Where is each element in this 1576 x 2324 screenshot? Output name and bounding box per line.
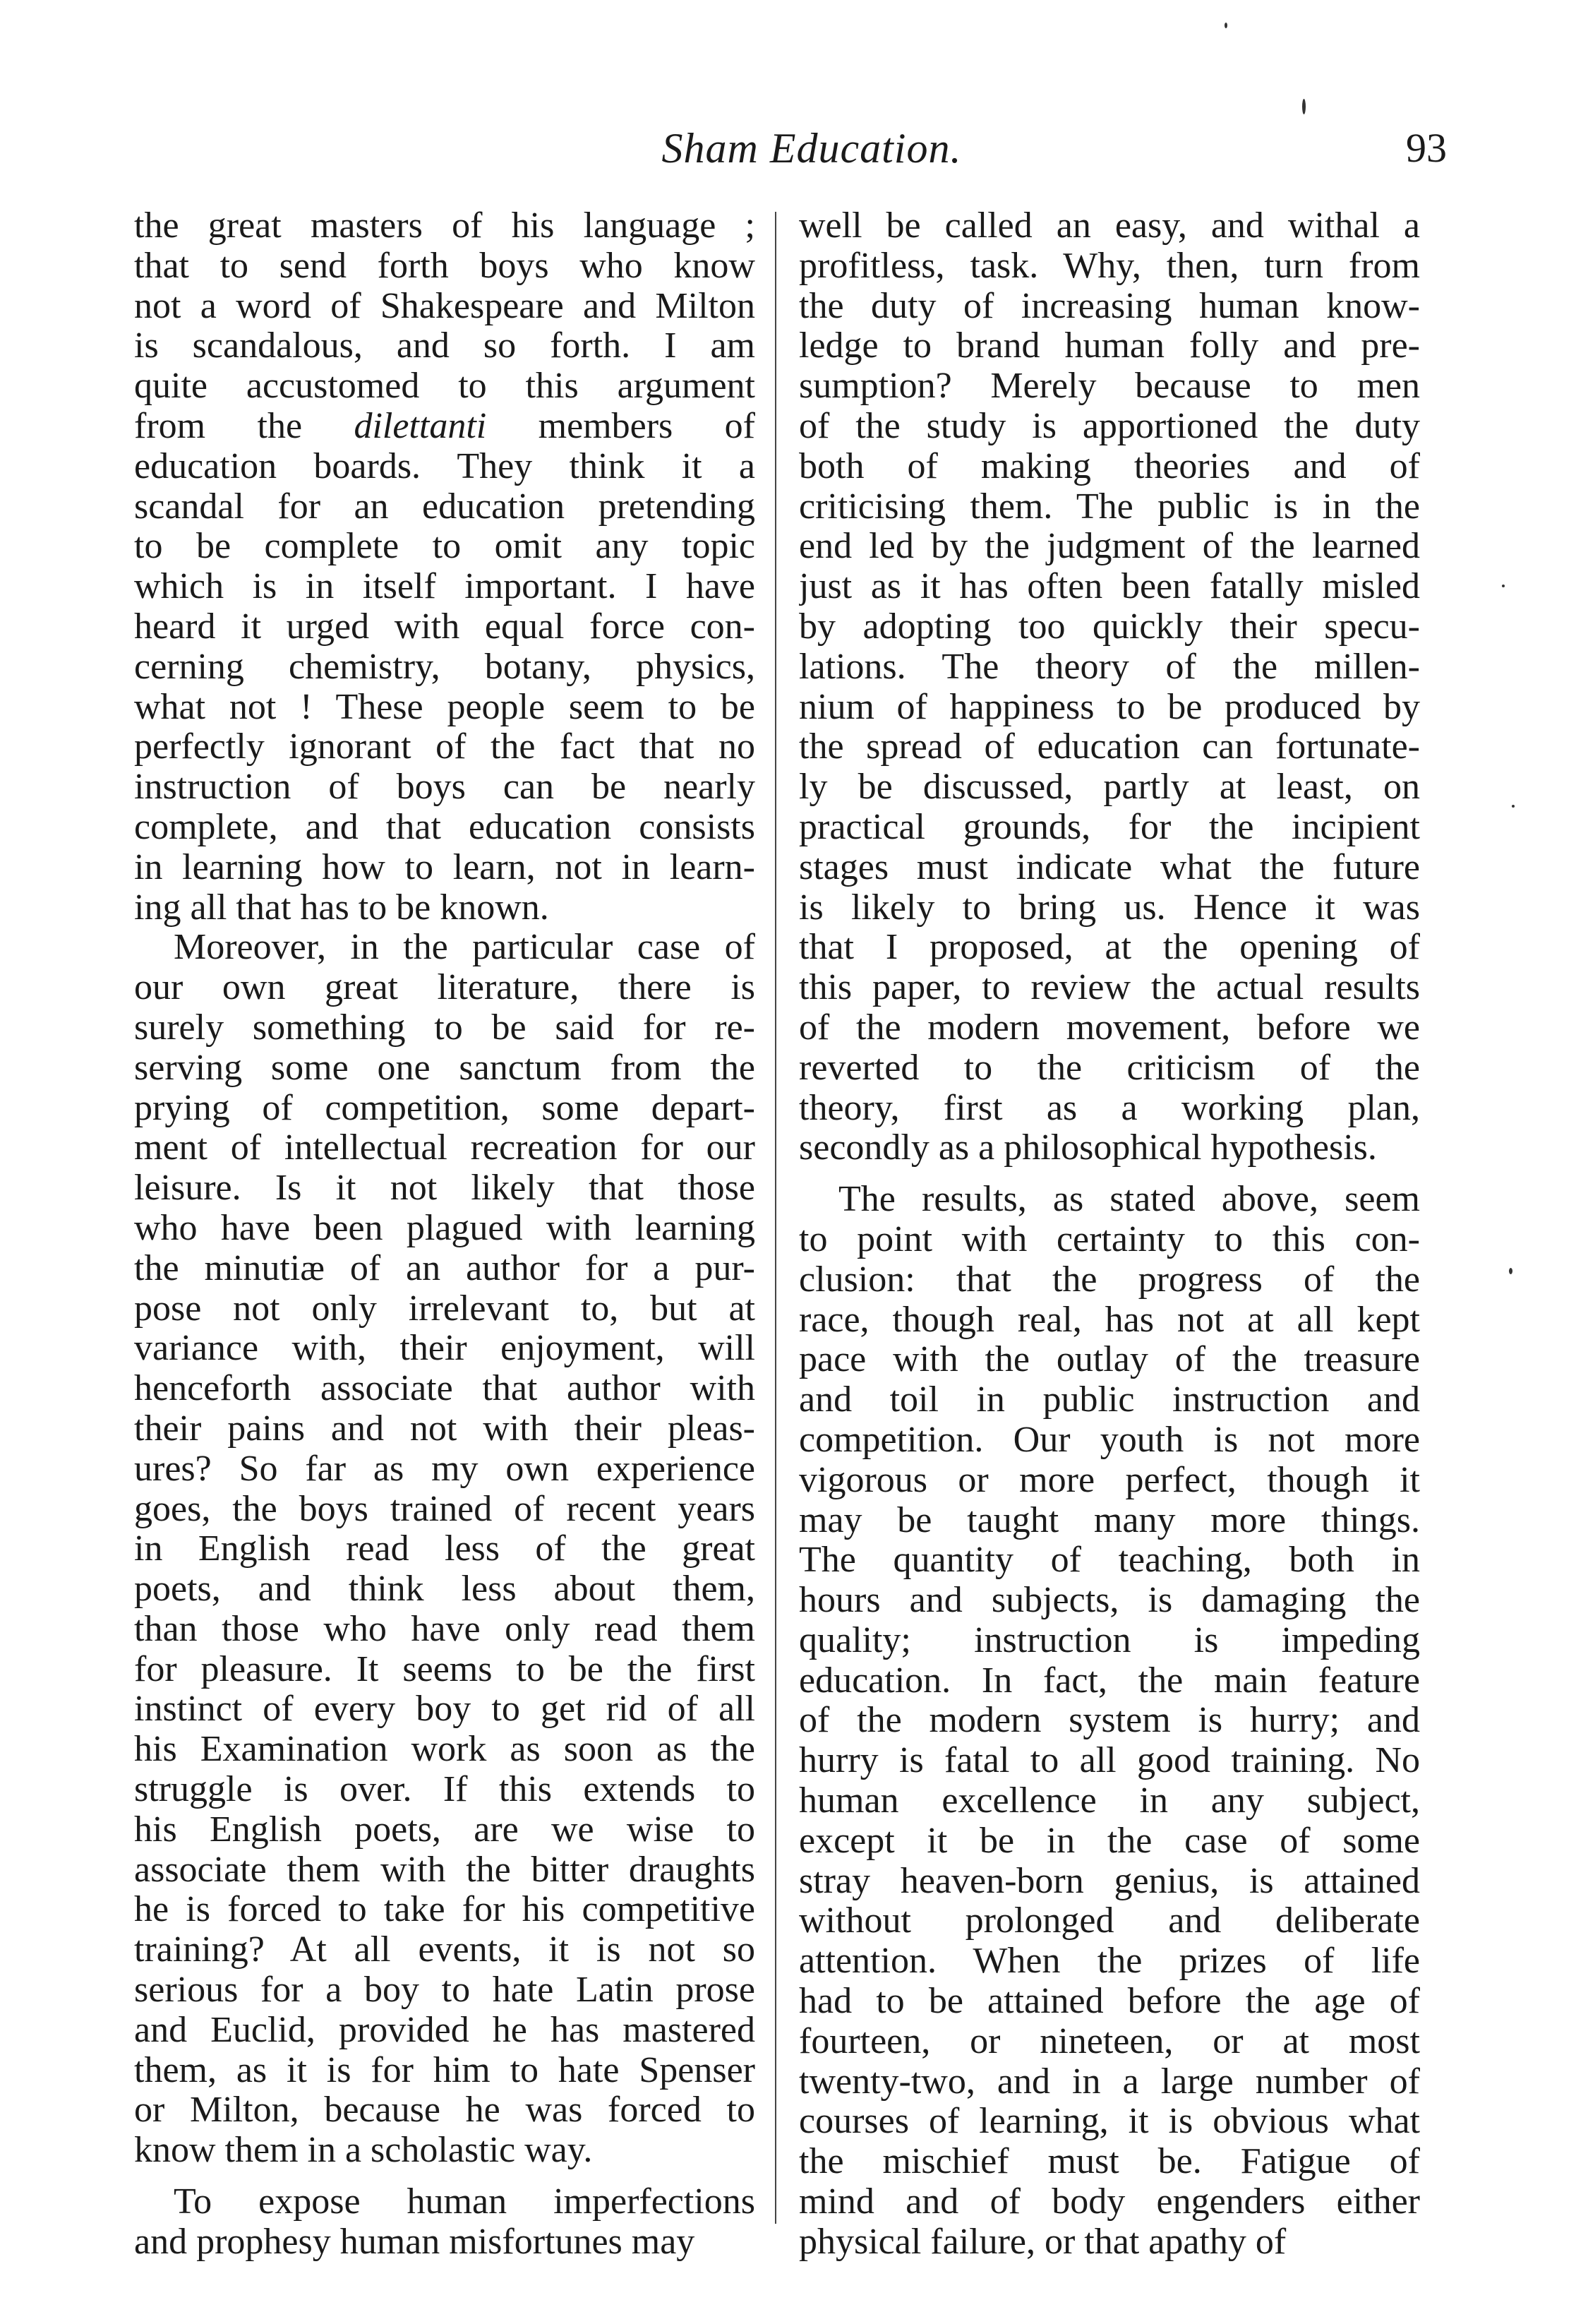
text-line: practical grounds, for the incipient bbox=[799, 807, 1420, 847]
text-line: ing all that has to be known. bbox=[134, 887, 549, 928]
text-line: theory, first as a working plan, bbox=[799, 1088, 1420, 1128]
text-line: scandal for an education pretending bbox=[134, 486, 755, 527]
text-line: prying of competition, some depart- bbox=[134, 1088, 755, 1128]
text-line: stages must indicate what the future bbox=[799, 847, 1420, 887]
text-line: had to be attained before the age of bbox=[799, 1982, 1420, 2022]
text-line: education. In fact, the main feature bbox=[799, 1660, 1420, 1701]
text-line: without prolonged and deliberate bbox=[799, 1901, 1420, 1941]
text-line: their pains and not with their pleas- bbox=[134, 1408, 755, 1449]
text-line: quite accustomed to this argument bbox=[134, 366, 755, 407]
text-line: both of making theories and of bbox=[799, 446, 1420, 486]
text-line: cerning chemistry, botany, physics, bbox=[134, 647, 755, 687]
text-line: the minutiæ of an author for a pur- bbox=[134, 1248, 755, 1288]
text-line: Moreover, in the particular case of bbox=[174, 928, 755, 968]
text-line: the spread of education can fortunate- bbox=[799, 727, 1420, 767]
text-line: of the modern system is hurry; and bbox=[799, 1701, 1420, 1741]
text-line: struggle is over. If this extends to bbox=[134, 1770, 755, 1810]
text-line: this paper, to review the actual results bbox=[799, 968, 1420, 1008]
text-line: profitless, task. Why, then, turn from bbox=[799, 246, 1420, 286]
text-line: pace with the outlay of the treasure bbox=[799, 1340, 1420, 1380]
page-header bbox=[134, 113, 1447, 184]
text-line: To expose human imperfections bbox=[174, 2182, 755, 2222]
text-line: attention. When the prizes of life bbox=[799, 1941, 1420, 1982]
text-line: from the dilettanti members of bbox=[134, 406, 755, 446]
text-line: may be taught many more things. bbox=[799, 1500, 1420, 1540]
text-line: criticising them. The public is in the bbox=[799, 486, 1420, 527]
text-line: is scandalous, and so forth. I am bbox=[134, 326, 755, 366]
text-line: that I proposed, at the opening of bbox=[799, 928, 1420, 968]
text-line: complete, and that education consists bbox=[134, 807, 755, 847]
text-line: is likely to bring us. Hence it was bbox=[799, 887, 1420, 928]
text-line: courses of learning, it is obvious what bbox=[799, 2102, 1420, 2142]
right-column bbox=[799, 206, 1420, 2263]
text-line: hours and subjects, is damaging the bbox=[799, 1581, 1420, 1621]
print-speck bbox=[1302, 99, 1306, 114]
running-title: Sham Education. bbox=[661, 125, 962, 172]
text-line: and Euclid, provided he has mastered bbox=[134, 2010, 755, 2050]
text-line: physical failure, or that apathy of bbox=[799, 2222, 1287, 2262]
text-line: stray heaven-born genius, is attained bbox=[799, 1861, 1420, 1901]
text-line: fourteen, or nineteen, or at most bbox=[799, 2021, 1420, 2061]
text-line: serving some one sanctum from the bbox=[134, 1048, 755, 1088]
text-line: ures? So far as my own experience bbox=[134, 1449, 755, 1489]
print-speck bbox=[1509, 1268, 1512, 1274]
text-line: or Milton, because he was forced to bbox=[134, 2090, 755, 2131]
text-line: leisure. Is it not likely that those bbox=[134, 1168, 755, 1209]
text-line: training? At all events, it is not so bbox=[134, 1930, 755, 1970]
text-line: education boards. They think it a bbox=[134, 446, 755, 486]
text-line: clusion: that the progress of the bbox=[799, 1259, 1420, 1300]
text-line: just as it has often been fatally misled bbox=[799, 567, 1420, 607]
text-line: goes, the boys trained of recent years bbox=[134, 1489, 755, 1529]
text-line: in English read less of the great bbox=[134, 1529, 755, 1569]
text-line: lations. The theory of the millen- bbox=[799, 647, 1420, 687]
text-line: serious for a boy to hate Latin prose bbox=[134, 1970, 755, 2011]
text-line: than those who have only read them bbox=[134, 1609, 755, 1649]
text-line: ledge to brand human folly and pre- bbox=[799, 326, 1420, 366]
text-line: of the modern movement, before we bbox=[799, 1007, 1420, 1048]
column-divider bbox=[775, 212, 776, 2224]
text-line: who have been plagued with learning bbox=[134, 1208, 755, 1248]
text-line: heard it urged with equal force con- bbox=[134, 606, 755, 647]
text-line: ment of intellectual recreation for our bbox=[134, 1128, 755, 1168]
text-line: hurry is fatal to all good training. No bbox=[799, 1741, 1420, 1781]
text-line: surely something to be said for re- bbox=[134, 1007, 755, 1048]
text-line: The quantity of teaching, both in bbox=[799, 1540, 1420, 1581]
text-line: well be called an easy, and withal a bbox=[799, 206, 1420, 246]
text-line: to point with certainty to this con- bbox=[799, 1219, 1420, 1259]
text-line: associate them with the bitter draughts bbox=[134, 1850, 755, 1890]
text-line: for pleasure. It seems to be the first bbox=[134, 1649, 755, 1689]
page-number: 93 bbox=[1406, 125, 1447, 171]
text-line: and toil in public instruction and bbox=[799, 1380, 1420, 1420]
text-line: of the study is apportioned the duty bbox=[799, 406, 1420, 446]
text-line: mind and of body engenders either bbox=[799, 2182, 1420, 2222]
text-line: and prophesy human misfortunes may bbox=[134, 2222, 695, 2262]
text-line: the duty of increasing human know- bbox=[799, 286, 1420, 326]
text-line: them, as it is for him to hate Spenser bbox=[134, 2050, 755, 2090]
text-line: in learning how to learn, not in learn- bbox=[134, 847, 755, 887]
text-line: race, though real, has not at all kept bbox=[799, 1300, 1420, 1340]
text-line: secondly as a philosophical hypothesis. bbox=[799, 1128, 1377, 1168]
text-line: what not ! These people seem to be bbox=[134, 687, 755, 727]
text-line: instinct of every boy to get rid of all bbox=[134, 1689, 755, 1730]
text-line: that to send forth boys who know bbox=[134, 246, 755, 286]
text-line: ly be discussed, partly at least, on bbox=[799, 767, 1420, 808]
text-line: pose not only irrelevant to, but at bbox=[134, 1288, 755, 1329]
text-line: henceforth associate that author with bbox=[134, 1369, 755, 1409]
text-line: not a word of Shakespeare and Milton bbox=[134, 286, 755, 326]
text-line: human excellence in any subject, bbox=[799, 1781, 1420, 1821]
text-line: nium of happiness to be produced by bbox=[799, 687, 1420, 727]
text-line: vigorous or more perfect, though it bbox=[799, 1460, 1420, 1500]
text-line: the mischief must be. Fatigue of bbox=[799, 2142, 1420, 2182]
text-line: know them in a scholastic way. bbox=[134, 2131, 593, 2171]
text-line: his English poets, are we wise to bbox=[134, 1809, 755, 1850]
text-line: to be complete to omit any topic bbox=[134, 527, 755, 567]
text-line: his Examination work as soon as the bbox=[134, 1730, 755, 1770]
print-speck bbox=[1512, 805, 1515, 808]
print-speck bbox=[1502, 585, 1505, 587]
text-line: which is in itself important. I have bbox=[134, 567, 755, 607]
text-line: competition. Our youth is not more bbox=[799, 1420, 1420, 1460]
text-line: except it be in the case of some bbox=[799, 1821, 1420, 1861]
text-line: The results, as stated above, seem bbox=[838, 1180, 1420, 1220]
left-column bbox=[134, 206, 755, 2263]
text-line: by adopting too quickly their specu- bbox=[799, 606, 1420, 647]
text-line: the great masters of his language ; bbox=[134, 206, 755, 246]
print-speck bbox=[1225, 23, 1227, 28]
italic-word: dilettanti bbox=[354, 406, 487, 446]
text-line: he is forced to take for his competitive bbox=[134, 1890, 755, 1930]
text-line: reverted to the criticism of the bbox=[799, 1048, 1420, 1088]
text-line: our own great literature, there is bbox=[134, 968, 755, 1008]
text-line: poets, and think less about them, bbox=[134, 1569, 755, 1610]
text-line: quality; instruction is impeding bbox=[799, 1620, 1420, 1660]
text-line: end led by the judgment of the learned bbox=[799, 527, 1420, 567]
text-line: sumption? Merely because to men bbox=[799, 366, 1420, 407]
text-line: twenty-two, and in a large number of bbox=[799, 2061, 1420, 2102]
text-line: perfectly ignorant of the fact that no bbox=[134, 727, 755, 767]
text-line: instruction of boys can be nearly bbox=[134, 767, 755, 808]
text-line: variance with, their enjoyment, will bbox=[134, 1329, 755, 1369]
